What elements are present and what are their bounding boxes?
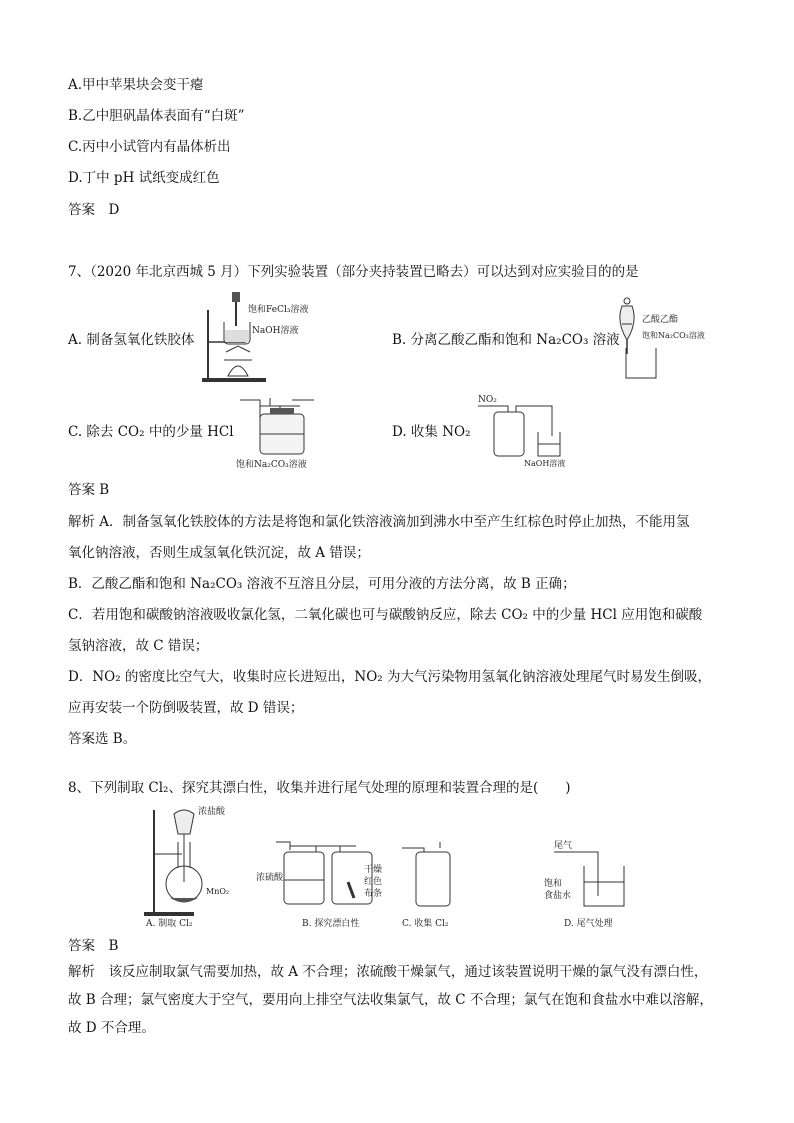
q7-figure-b bbox=[612, 296, 722, 382]
q8-fig-d-label-sat: 饱和 bbox=[544, 879, 563, 889]
q7-stem: 7、（2020 年北京西城 5 月）下列实验装置（部分夹持装置已略去）可以达到对应实验目的的是 bbox=[68, 264, 639, 280]
q8-fig-b-label-left: 浓硫酸 bbox=[256, 873, 284, 883]
q8-figure-c bbox=[396, 836, 472, 930]
q8-answer: 答案 B bbox=[68, 938, 119, 954]
q7-fig-c-label: 饱和Na₂CO₃溶液 bbox=[236, 460, 307, 470]
q7-fig-a-label-top: 饱和FeCl₃溶液 bbox=[248, 305, 309, 315]
q7-figure-c bbox=[230, 392, 330, 470]
q7-conclusion: 答案选 B。 bbox=[68, 731, 137, 747]
q8-analysis-2: 故 B 合理；氯气密度大于空气，要用向上排空气法收集氯气，故 C 不合理；氯气在饱和食盐水中难以溶解， bbox=[68, 992, 713, 1008]
q6-option-b: B.乙中胆矾晶体表面有“白斑” bbox=[68, 108, 245, 124]
q6-option-a: A.甲中苹果块会变干瘪 bbox=[68, 77, 204, 93]
q7-option-a: A. 制备氢氧化铁胶体 bbox=[68, 332, 195, 348]
q8-fig-b-label-cloth: 布条 bbox=[364, 889, 383, 899]
q7-analysis-1: 解析 A．制备氢氧化铁胶体的方法是将饱和氯化铁溶液滴加到沸水中至产生红棕色时停止加热，不能用氢 bbox=[68, 514, 690, 530]
q7-fig-a-label-bottom: NaOH溶液 bbox=[252, 326, 299, 336]
q8-fig-a-label-acid: 浓盐酸 bbox=[198, 807, 226, 817]
q7-analysis-6: D．NO₂ 的密度比空气大，收集时应长进短出，NO₂ 为大气污染物用氢氧化钠溶液处理尾气时易发生倒吸， bbox=[68, 669, 711, 685]
q8-fig-d-caption: D. 尾气处理 bbox=[564, 919, 613, 929]
q8-figure-d bbox=[544, 836, 664, 930]
q7-figure-a bbox=[198, 290, 348, 386]
q8-fig-a-label-solid: MnO₂ bbox=[206, 887, 230, 896]
q8-fig-d-label-gas: 尾气 bbox=[554, 841, 573, 851]
q8-fig-b-caption: B. 探究漂白性 bbox=[302, 919, 360, 929]
q7-analysis-7: 应再安装一个防倒吸装置，故 D 错误； bbox=[68, 700, 304, 716]
q7-analysis-3: B．乙酸乙酯和饱和 Na₂CO₃ 溶液不互溶且分层，可用分液的方法分离，故 B 正确； bbox=[68, 576, 576, 592]
q7-fig-d-label-gas: NO₂ bbox=[478, 395, 497, 405]
q8-fig-d-label-salt: 食盐水 bbox=[544, 891, 572, 901]
q7-option-c: C. 除去 CO₂ 中的少量 HCl bbox=[68, 424, 234, 440]
q7-fig-b-label-top: 乙酸乙酯 bbox=[642, 315, 679, 325]
q7-figure-d bbox=[472, 392, 582, 470]
q7-option-d: D. 收集 NO₂ bbox=[392, 424, 471, 440]
q6-answer: 答案 D bbox=[68, 202, 120, 218]
q7-analysis-2: 氧化钠溶液，否则生成氢氧化铁沉淀，故 A 错误； bbox=[68, 545, 370, 561]
q8-stem: 8、下列制取 Cl₂、探究其漂白性，收集并进行尾气处理的原理和装置合理的是( ) bbox=[68, 780, 571, 796]
q8-analysis-3: 故 D 不合理。 bbox=[68, 1020, 155, 1036]
q7-analysis-4: C．若用饱和碳酸钠溶液吸收氯化氢，二氧化碳也可与碳酸钠反应，除去 CO₂ 中的少量 HCl 应用饱和碳酸 bbox=[68, 607, 703, 623]
q7-analysis-5: 氢钠溶液，故 C 错误； bbox=[68, 638, 209, 654]
q8-fig-c-caption: C. 收集 Cl₂ bbox=[402, 919, 449, 929]
q8-figure-a bbox=[140, 802, 260, 930]
q7-option-b: B. 分离乙酸乙酯和饱和 Na₂CO₃ 溶液 bbox=[392, 332, 620, 348]
q8-fig-b-label-dry: 干燥 bbox=[364, 865, 383, 875]
q8-fig-b-label-red: 红色 bbox=[364, 877, 383, 887]
q7-fig-d-label-liquid: NaOH溶液 bbox=[524, 459, 566, 468]
q6-option-c: C.丙中小试管内有晶体析出 bbox=[68, 139, 231, 155]
q7-fig-b-label-bottom: 饱和Na₂CO₃溶液 bbox=[642, 331, 705, 340]
q7-answer: 答案 B bbox=[68, 482, 110, 498]
q6-option-d: D.丁中 pH 试纸变成红色 bbox=[68, 170, 220, 186]
q8-figure-b bbox=[256, 836, 392, 930]
q8-analysis-1: 解析 该反应制取氯气需要加热，故 A 不合理；浓硫酸干燥氯气，通过该装置说明干燥的氯气没有漂白性， bbox=[68, 964, 708, 980]
q8-fig-a-caption: A. 制取 Cl₂ bbox=[146, 919, 193, 929]
